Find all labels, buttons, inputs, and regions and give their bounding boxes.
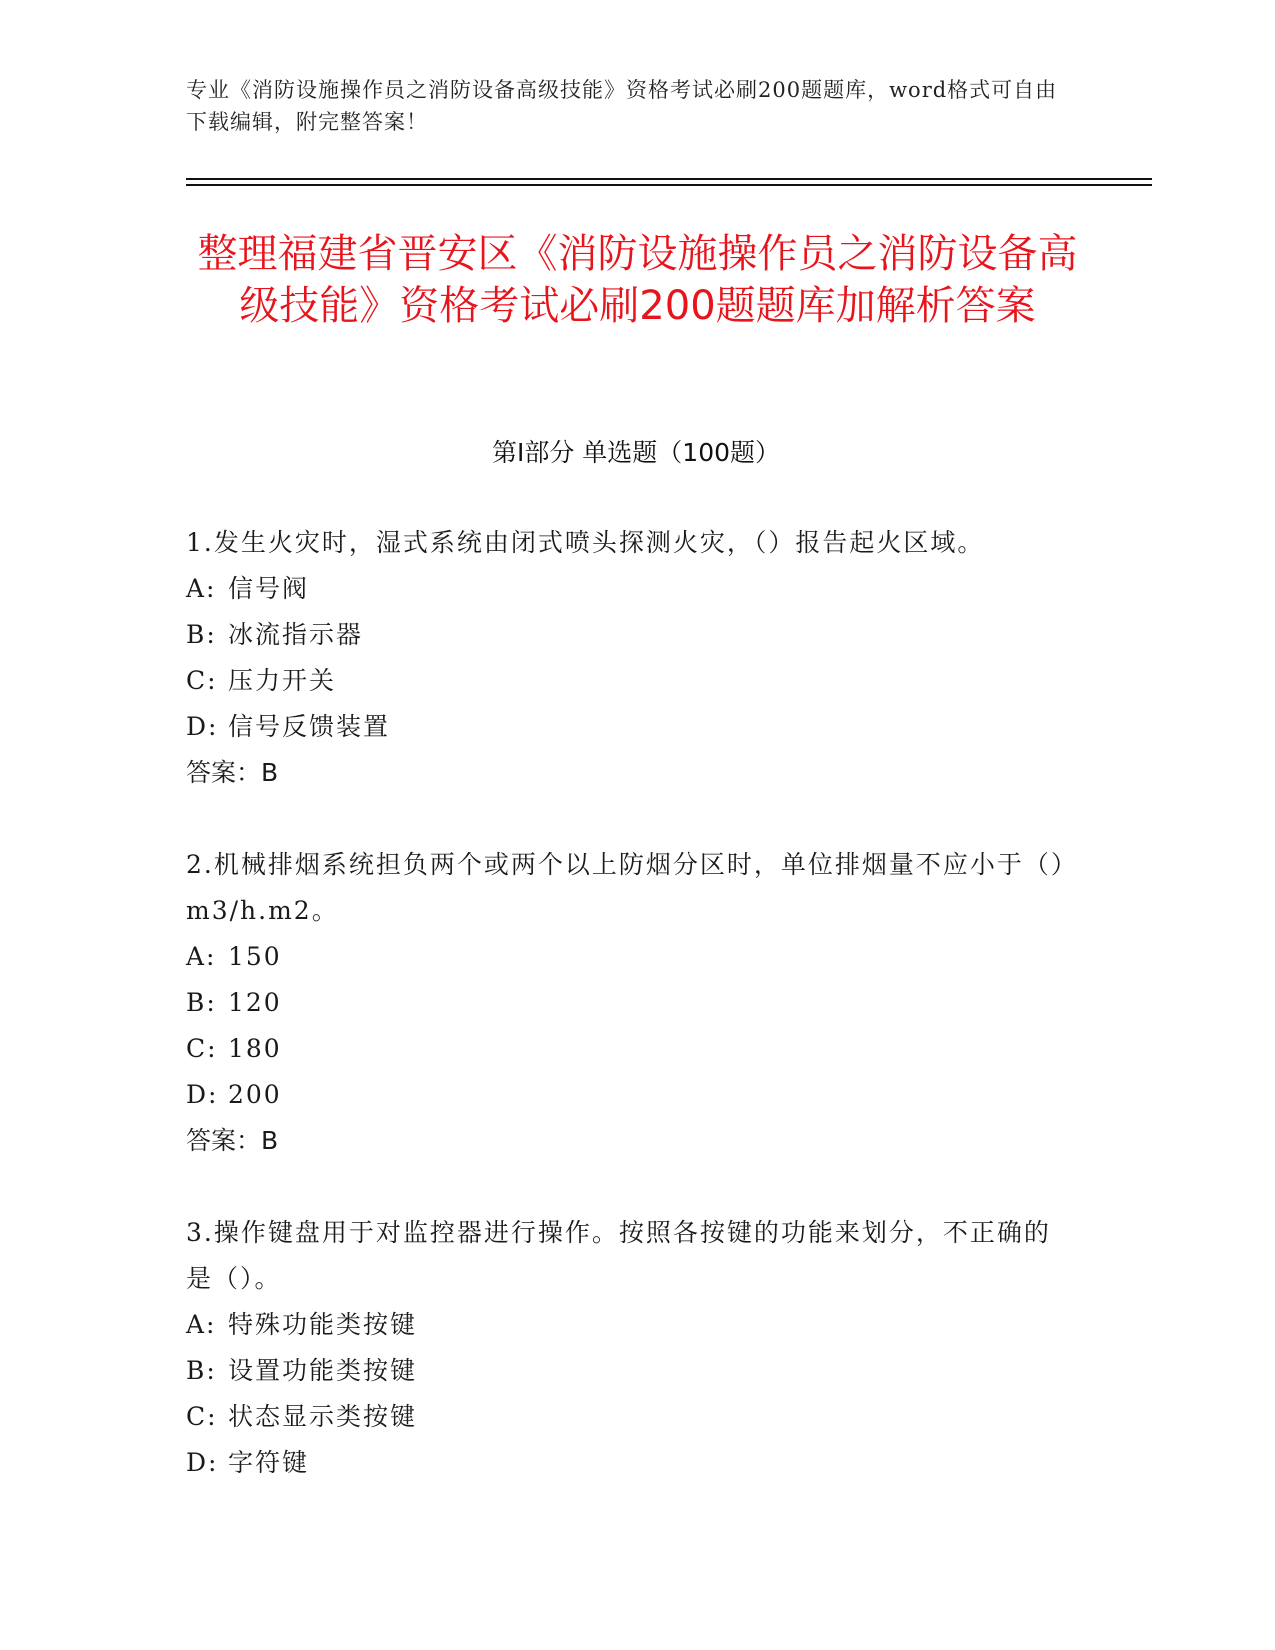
question-answer: 答案：B	[186, 758, 279, 787]
option-text: 设置功能类按键	[228, 1356, 418, 1385]
option-letter: B:	[186, 988, 217, 1017]
option-letter: B:	[186, 620, 217, 649]
option-text: 冰流指示器	[228, 620, 364, 649]
question-option	[186, 1440, 1066, 1486]
question-option	[186, 1072, 1066, 1118]
option-text: 特殊功能类按键	[228, 1310, 418, 1339]
document-title: 整理福建省晋安区《消防设施操作员之消防设备高级技能》资格考试必刷200题题库加解析答案	[197, 231, 1078, 329]
option-letter: C:	[186, 1034, 218, 1063]
question-item	[186, 520, 1066, 842]
question-option	[186, 658, 1066, 704]
question-spacer	[186, 1164, 1066, 1210]
option-text: 200	[228, 1080, 282, 1109]
option-letter: A:	[186, 1310, 217, 1339]
option-text: 120	[228, 988, 282, 1017]
option-letter: C:	[186, 666, 218, 695]
section-title: 第Ⅰ部分 单选题（100题）	[491, 438, 781, 467]
option-text: 字符键	[228, 1448, 310, 1477]
question-spacer	[186, 796, 1066, 842]
option-letter: D:	[186, 712, 219, 741]
option-text: 信号阀	[228, 574, 310, 603]
header-divider-top	[186, 178, 1152, 180]
option-letter: D:	[186, 1080, 219, 1109]
question-option	[186, 704, 1066, 750]
question-item	[186, 1210, 1066, 1486]
question-stem: 3.操作键盘用于对监控器进行操作。按照各按键的功能来划分，不正确的是（）。	[186, 1218, 1051, 1293]
question-option	[186, 980, 1066, 1026]
header-divider-bottom	[186, 184, 1152, 186]
option-text: 状态显示类按键	[228, 1402, 418, 1431]
question-option	[186, 1302, 1066, 1348]
question-answer: 答案：B	[186, 1126, 279, 1155]
question-option	[186, 612, 1066, 658]
header-note: 专业《消防设施操作员之消防设备高级技能》资格考试必刷200题题库，word格式可自由下载编辑，附完整答案！	[186, 78, 1058, 134]
option-letter: A:	[186, 942, 217, 971]
question-list	[186, 520, 1066, 1486]
question-option	[186, 1026, 1066, 1072]
question-option	[186, 1394, 1066, 1440]
question-option	[186, 1348, 1066, 1394]
question-stem: 1.发生火灾时，湿式系统由闭式喷头探测火灾，（）报告起火区域。	[186, 528, 985, 557]
option-letter: C:	[186, 1402, 218, 1431]
question-option	[186, 934, 1066, 980]
option-letter: B:	[186, 1356, 217, 1385]
option-letter: A:	[186, 574, 217, 603]
option-text: 压力开关	[228, 666, 337, 695]
option-letter: D:	[186, 1448, 219, 1477]
option-text: 180	[228, 1034, 282, 1063]
option-text: 150	[228, 942, 282, 971]
question-option	[186, 566, 1066, 612]
option-text: 信号反馈装置	[228, 712, 391, 741]
question-item	[186, 842, 1066, 1210]
question-stem: 2.机械排烟系统担负两个或两个以上防烟分区时，单位排烟量不应小于（）m3/h.m2。	[186, 850, 1066, 925]
